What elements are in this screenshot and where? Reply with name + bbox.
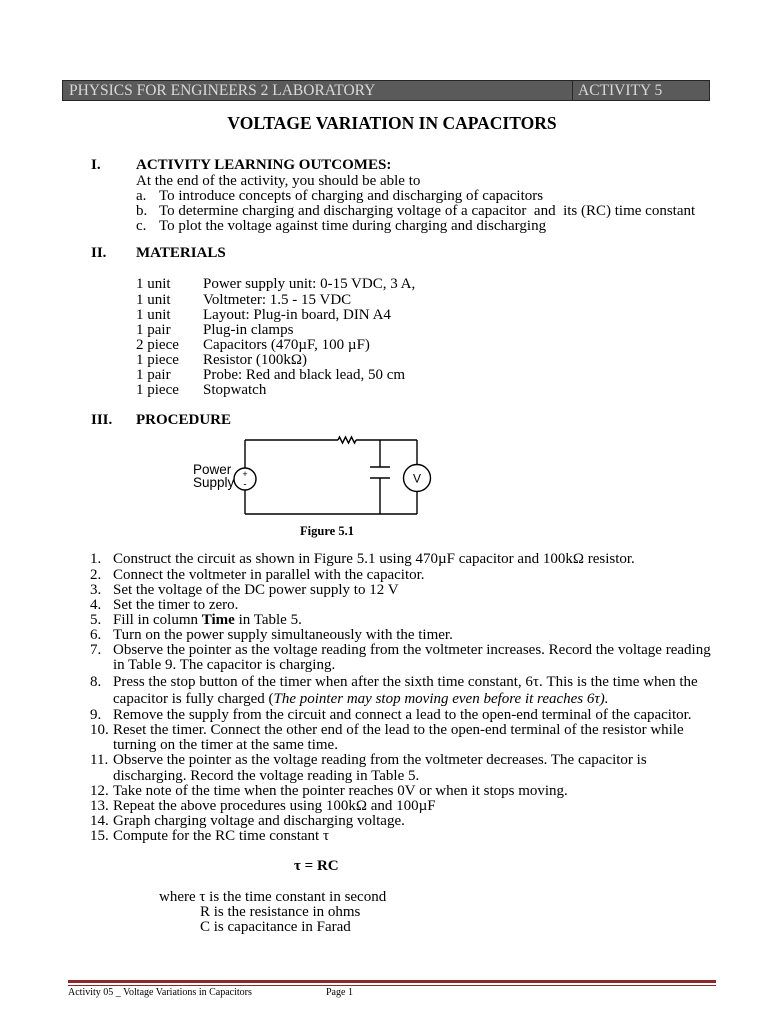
procedure-step: [90, 643, 711, 673]
step-text: [113, 829, 329, 844]
section-title: ACTIVITY LEARNING OUTCOMES:: [136, 157, 392, 174]
power-supply-label: Supply: [193, 475, 235, 490]
step-number: 4.: [90, 596, 102, 613]
footer-document-name: Activity 05 _ Voltage Variations in Capacitors: [68, 987, 252, 998]
step-number: 10.: [90, 722, 109, 739]
definition-tau: where τ is the time constant in second: [159, 888, 387, 905]
section-procedure-heading: [91, 413, 231, 428]
rc-equation: τ = RC: [294, 858, 339, 875]
section-materials-heading: [91, 246, 226, 261]
material-item: [136, 338, 415, 353]
step-number: 8.: [90, 674, 102, 691]
outcome-text: To plot the voltage against time during charging and discharging: [159, 218, 547, 235]
step-line: Repeat the above procedures using 100kΩ and 100µF: [113, 797, 436, 814]
step-number: 2.: [90, 566, 102, 583]
procedure-step: [90, 753, 711, 783]
step-number: 1.: [90, 551, 102, 568]
footer-rule-thin: [68, 985, 716, 986]
procedure-step: [90, 799, 711, 814]
material-item: [136, 323, 415, 338]
material-item: [136, 353, 415, 368]
step-text: [113, 753, 647, 783]
section-outcomes-heading: [91, 158, 391, 173]
learning-outcomes: [136, 174, 695, 235]
material-description: Plug-in clamps: [203, 321, 294, 338]
materials-list: [136, 277, 415, 398]
step-line: Compute for the RC time constant τ: [113, 827, 329, 844]
step-bold-term: Time: [201, 611, 235, 628]
procedure-step: [90, 723, 711, 753]
procedure-step: [90, 673, 711, 708]
step-line: Take note of the time when the pointer reaches 0V or when it stops moving.: [113, 782, 568, 799]
step-line: [113, 613, 302, 628]
step-number: 11.: [90, 752, 109, 769]
step-line: Observe the pointer as the voltage reading from the voltmeter decreases. The capacitor is: [113, 752, 647, 769]
step-line: Observe the pointer as the voltage reading from the voltmeter increases. Record the voltage reading: [113, 642, 711, 658]
material-description: Layout: Plug-in board, DIN A4: [203, 306, 391, 323]
procedure-step: [90, 628, 711, 643]
minus-terminal-label: -: [243, 479, 247, 491]
capacitor-icon: [370, 440, 390, 514]
footer-page-number: Page 1: [326, 987, 353, 998]
step-text: [113, 784, 568, 799]
outcome-text: To introduce concepts of charging and discharging of capacitors: [159, 187, 544, 204]
procedure-step: [90, 583, 711, 598]
step-number: 5.: [90, 611, 102, 628]
step-line: Construct the circuit as shown in Figure 5.1 using 470µF capacitor and 100kΩ resistor.: [113, 551, 635, 568]
power-supply-label: Power: [193, 462, 232, 477]
step-number: 15.: [90, 827, 109, 844]
step-text: [113, 552, 635, 567]
step-number: 7.: [90, 642, 102, 658]
step-text-segment: Fill in column: [113, 611, 202, 628]
procedure-step: [90, 568, 711, 583]
step-italic-note: The pointer may stop moving even before it reaches 6τ).: [273, 691, 609, 708]
footer-rule: [68, 980, 716, 983]
page-title: VOLTAGE VARIATION IN CAPACITORS: [227, 113, 557, 133]
material-quantity: 1 piece: [136, 382, 179, 399]
section-title: MATERIALS: [136, 245, 226, 262]
outcome-text: To determine charging and discharging voltage of a capacitor and its (RC) time constant: [159, 203, 696, 220]
material-quantity: 1 unit: [136, 306, 171, 323]
resistor-icon: [338, 437, 356, 443]
material-item: [136, 383, 415, 398]
step-line: Reset the timer. Connect the other end of the lead to the open-end terminal of the resistor while: [113, 722, 684, 739]
step-text: [113, 799, 436, 814]
step-number: 3.: [90, 581, 102, 598]
procedure-step: [90, 613, 711, 628]
step-line: Turn on the power supply simultaneously with the timer.: [113, 626, 453, 643]
procedure-step: [90, 708, 711, 723]
outcome-letter: c.: [136, 218, 147, 235]
step-line: Press the stop button of the timer when after the sixth time constant, 6τ. This is the time when the: [113, 674, 698, 691]
step-text: [113, 568, 425, 583]
section-number: III.: [91, 412, 113, 429]
circuit-diagram: [188, 432, 448, 522]
material-item: [136, 308, 415, 323]
material-description: Voltmeter: 1.5 - 15 VDC: [203, 291, 352, 308]
step-line: Graph charging voltage and discharging voltage.: [113, 812, 405, 829]
step-number: 14.: [90, 812, 109, 829]
material-quantity: 1 unit: [136, 291, 171, 308]
plus-terminal-label: +: [242, 469, 248, 479]
step-line: in Table 9. The capacitor is charging.: [113, 657, 336, 674]
procedure-step: [90, 598, 711, 613]
material-quantity: 1 pair: [136, 321, 171, 338]
step-text: [113, 643, 711, 673]
step-text: [113, 628, 453, 643]
material-item: [136, 277, 415, 292]
step-line: discharging. Record the voltage reading in Table 5.: [113, 767, 420, 784]
section-number: I.: [91, 157, 101, 174]
step-text: [113, 674, 698, 708]
step-number: 13.: [90, 797, 109, 814]
step-text-segment: capacitor is fully charged (: [113, 691, 274, 708]
step-line: Connect the voltmeter in parallel with the capacitor.: [113, 566, 425, 583]
outcome-item: [136, 219, 695, 234]
figure-caption: Figure 5.1: [300, 524, 354, 538]
step-text: [113, 814, 405, 829]
material-description: Stopwatch: [203, 382, 267, 399]
step-line: Remove the supply from the circuit and connect a lead to the open-end terminal of the capacitor.: [113, 707, 692, 724]
material-description: Power supply unit: 0-15 VDC, 3 A,: [203, 276, 416, 293]
procedure-steps: [90, 552, 711, 844]
step-line: turning on the timer at the same time.: [113, 737, 338, 754]
step-text: [113, 613, 302, 628]
document-header-bar: [62, 80, 710, 101]
step-line: Set the timer to zero.: [113, 596, 239, 613]
material-description: Resistor (100kΩ): [203, 352, 308, 369]
procedure-step: [90, 784, 711, 799]
material-description: Probe: Red and black lead, 50 cm: [203, 367, 406, 384]
material-description: Capacitors (470µF, 100 µF): [203, 336, 370, 353]
equation-definitions: [159, 890, 386, 935]
material-quantity: 1 unit: [136, 276, 171, 293]
course-title: PHYSICS FOR ENGINEERS 2 LABORATORY: [63, 81, 573, 100]
procedure-step: [90, 814, 711, 829]
definition-c: C is capacitance in Farad: [200, 918, 351, 935]
section-title: PROCEDURE: [136, 412, 232, 429]
step-text: [113, 598, 238, 613]
outcome-letter: b.: [136, 203, 148, 220]
section-number: II.: [91, 245, 107, 262]
voltmeter-label: V: [412, 471, 422, 486]
material-quantity: 1 piece: [136, 352, 179, 369]
material-item: [136, 293, 415, 308]
step-text: [113, 708, 692, 723]
step-text: [113, 583, 399, 598]
material-quantity: 1 pair: [136, 367, 171, 384]
step-number: 12.: [90, 782, 109, 799]
procedure-step: [90, 552, 711, 567]
material-item: [136, 368, 415, 383]
step-number: 6.: [90, 626, 102, 643]
definition-r: R is the resistance in ohms: [200, 903, 361, 920]
outcome-item: [136, 204, 695, 219]
step-text-segment: in Table 5.: [234, 611, 302, 628]
outcome-item: [136, 189, 695, 204]
procedure-step: [90, 829, 711, 844]
step-line: [113, 691, 698, 708]
outcomes-intro: At the end of the activity, you should be able to: [136, 172, 421, 189]
activity-number: ACTIVITY 5: [578, 82, 663, 99]
outcome-letter: a.: [136, 187, 147, 204]
step-text: [113, 723, 684, 753]
step-number: 9.: [90, 707, 102, 724]
step-line: Set the voltage of the DC power supply to 12 V: [113, 581, 399, 598]
material-quantity: 2 piece: [136, 336, 179, 353]
